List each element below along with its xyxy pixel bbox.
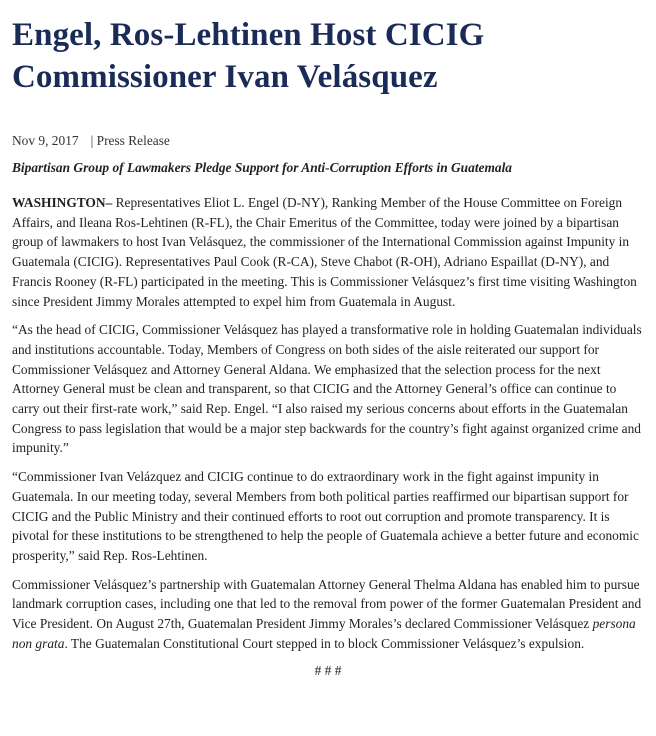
paragraph-4-italic: persona non grata [12,616,636,651]
publish-date: Nov 9, 2017 [12,133,79,148]
article-subtitle: Bipartisan Group of Lawmakers Pledge Support for Anti-Corruption Efforts in Guatemala [12,160,513,175]
page-title-line-1: Engel, Ros-Lehtinen Host CICIG [12,17,485,53]
dateline: WASHINGTON– [12,195,113,210]
paragraph-2: “As the head of CICIG, Commissioner Velásquez has played a transformative role in holding Guatemalan individuals and institutions accountable. Today, Members of Congress on both sides of the aisle reiterated our support for Commissioner Velásquez and Attorney General Aldana. We emphasized that the selection process for the next Attorney General must be clean and transparent, so that CICIG and the Attorney General’s office can continue to carry out their first-rate work,” said Rep. Engel. “I also raised my serious concerns about efforts in the Guatemalan Congress to pass legislation that would be a major step backwards for the country’s fight against organized crime and impunity.” [12,322,642,456]
paragraph-1-text: Representatives Eliot L. Engel (D-NY), Ranking Member of the House Committee on Foreign Affairs, and Ileana Ros-Lehtinen (R-FL), the Chair Emeritus of the Committee, today were joined by a bipartisan group of lawmakers to host Ivan Velásquez, the commissioner of the International Commission against Impunity in Guatemala (CICIG). Representatives Paul Cook (R-CA), Steve Chabot (R-OH), Adriano Espaillat (D-NY), and Francis Rooney (R-FL) participated in the meeting. This is Commissioner Velásquez’s first time visiting Washington since President Jimmy Morales attempted to expel him from Guatemala in August. [12,195,637,309]
paragraph-4-text-end: . The Guatemalan Constitutional Court stepped in to block Commissioner Velásquez’s expulsion. [64,635,585,651]
end-mark: # # # [314,663,342,679]
category-label: | Press Release [90,133,170,148]
paragraph-4 [12,575,644,654]
paragraph-3: “Commissioner Ivan Velázquez and CICIG continue to do extraordinary work in the fight against impunity in Guatemala. In our meeting today, several Members from both political parties reaffirmed our bipartisan support for CICIG and the Public Ministry and their continued efforts to root out corruption and promote transparency. It is pivotal for these institutions to be strengthened to help the people of Guatemala achieve a better future and economic prosperity,” said Rep. Ros-Lehtinen. [12,469,639,563]
paragraph-4-text-start: Commissioner Velásquez’s partnership with Guatemalan Attorney General Thelma Aldana has enabled him to pursue landmark corruption cases, including one that led to the removal from power of the former Guatemalan President and Vice President. On August 27th, Guatemalan President Jimmy Morales’s declared Commissioner Velásquez [12,576,642,632]
page-title [12,14,644,98]
page-title-line-2: Commissioner Ivan Velásquez [12,59,438,95]
article-meta [12,132,644,150]
paragraph-1 [12,193,644,311]
